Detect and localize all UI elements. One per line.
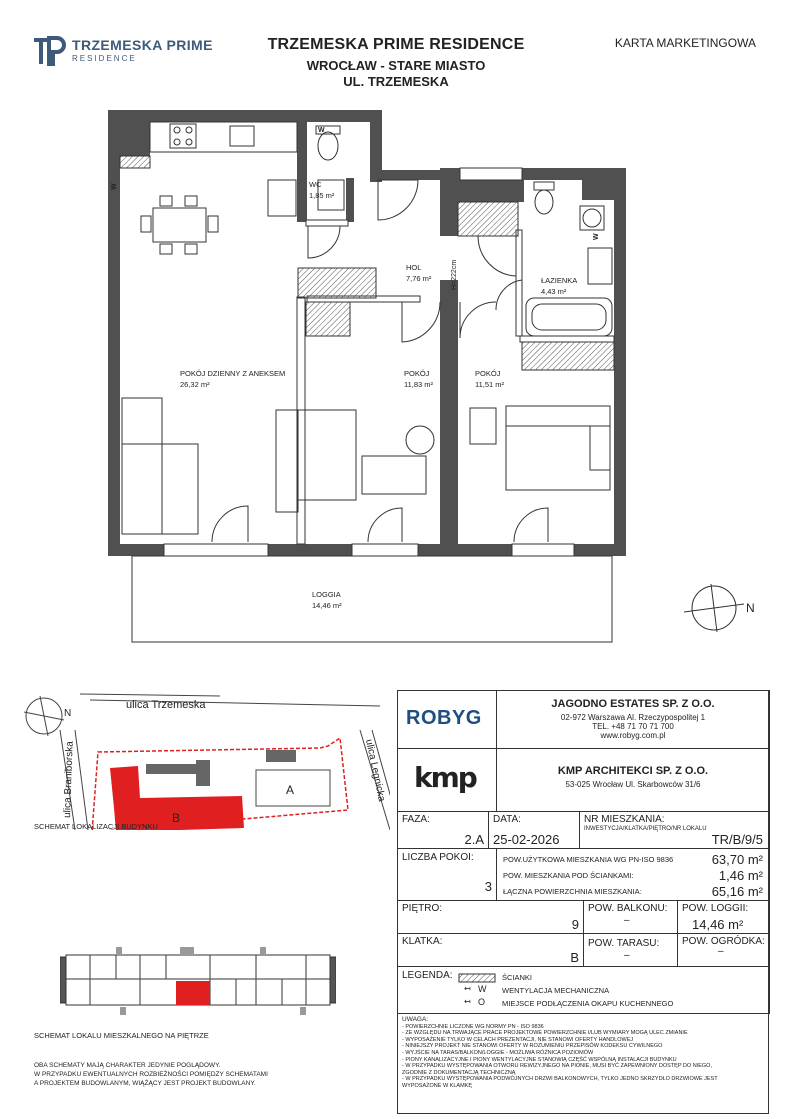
room-pokoj-2: POKÓJ: [475, 369, 501, 378]
building-b: B: [172, 811, 181, 825]
svg-text:W: W: [111, 183, 118, 190]
room-loggia: LOGGIA: [312, 590, 341, 599]
data-cell: DATA: 25-02-2026: [488, 811, 580, 849]
height-label: H=222cm: [451, 259, 458, 290]
svg-text:ulica Trzemeska: ulica Trzemeska: [126, 699, 206, 711]
legend: LEGENDA: ŚCIANKI ↤ W WENTYLACJA MECHANICZNA ↤ O MIEJSCE PODŁĄCZENIA OKAPU KUCHENNEGO: [397, 966, 770, 1014]
room-dzienny: POKÓJ DZIENNY Z ANEKSEM: [180, 369, 286, 378]
room-lazienka-area: 4,43 m²: [541, 287, 567, 296]
room-wc: WC: [309, 180, 322, 189]
hood-legend-icon: ↤: [464, 997, 471, 1006]
architect-cell: KMP ARCHITEKCI SP. Z O.O. 53-025 Wrocław Ul. Skarbowców 31/6: [496, 748, 770, 812]
svg-text:ulica Legnicka: ulica Legnicka: [363, 738, 388, 803]
taras-cell: POW. TARASU: –: [583, 933, 678, 967]
brand-name: TRZEMESKA PRIME: [72, 37, 213, 53]
room-pokoj-1: POKÓJ: [404, 369, 430, 378]
svg-text:ulica Braniborska: ulica Braniborska: [62, 741, 76, 819]
compass-icon: [684, 584, 744, 632]
kmp-logo: kmp: [414, 761, 476, 794]
robyg-logo-cell: [397, 690, 497, 749]
notes: UWAGA: - POWIERZCHNIE LICZONE WG NORMY PN - ISO 9836 - ZE WZGLĘDU NA TRWAJĄCE PRACE PROJEKTOWE POWIERZCHNIE I/LUB WYMIARY MOGĄ ULEC ZMIANIE - WYPOSAŻENIE TYLKO W CELACH PREZENTACJI, NIE STANOWI OFERTY HANDLOWEJ - NINIEJSZY PROJEKT NIE STANOWI OFERTY W ROZUMIENIU PRZEPISÓW KODEKSU CYWILNEGO - WYJŚCIE NA TARAS/BALKON/LOGGIE - MOŻLIWA RÓŻNICA POZIOMÓW - PIONY KANALIZACYJNE I PIONY WENTYLACYJNE STANOWIĄ CZĘŚĆ WSPÓLNĄ INSTALACJI BUDYNKU - W PRZYPADKU WYSTĘPOWANIA OTWORU REWIZYJNEGO NA PIONIE, MUSI BYĆ ZAPEWNIONY DOSTĘP DO NIEGO, ZGODNIE Z DOKUMENTACJĄ TECHNICZNĄ - W PRZYPADKU WYSTĘPOWANIA PODWÓJNYCH DRZWI BALKONOWYCH, TYLKO JEDNO SKRZYDŁO DRZWIOWE JEST WYPOSAŻONE W KLAMKĘ: [402, 1016, 718, 1089]
page-title: TRZEMESKA PRIME RESIDENCE: [267, 36, 525, 53]
hatch-legend-icon: [458, 973, 496, 983]
room-lazienka: ŁAZIENKA: [541, 276, 578, 285]
svg-text:W: W: [318, 127, 325, 134]
city: WROCŁAW - STARE MIASTO: [306, 58, 486, 73]
floor-plan: [0, 95, 792, 690]
brand-sub: RESIDENCE: [72, 54, 137, 63]
room-wc-area: 1,85 m²: [309, 191, 335, 200]
street: UL. TRZEMESKA: [343, 74, 449, 89]
ogrodek-cell: POW. OGRÓDKA: –: [677, 933, 770, 967]
doc-type: KARTA MARKETINGOWA: [614, 36, 756, 50]
room-hol-area: 7,76 m²: [406, 274, 432, 283]
pokoje-cell: LICZBA POKOI: 3: [397, 848, 497, 901]
loggia-cell: POW. LOGGII: 14,46 m²: [677, 900, 770, 934]
svg-text:N: N: [64, 708, 72, 719]
site-plan: [20, 690, 390, 830]
kmp-logo-cell: [397, 748, 497, 812]
svg-text:N: N: [746, 601, 755, 615]
caption-location: SCHEMAT LOKALIZACJI BUDYNKU: [34, 822, 158, 831]
pietro-cell: PIĘTRO: 9: [397, 900, 584, 934]
info-table: [397, 690, 769, 1114]
room-pokoj-2-area: 11,51 m²: [475, 380, 505, 389]
nr-cell: NR MIESZKANIA: INWESTYCJA/KLATKA/PIĘTRO/NR LOKALU TR/B/9/5: [579, 811, 770, 849]
caption-floor: SCHEMAT LOKALU MIESZKALNEGO NA PIĘTRZE: [34, 1031, 209, 1040]
developer-cell: JAGODNO ESTATES SP. Z O.O. 02-972 Warszawa Al. Rzeczypospolitej 1 TEL. +48 71 70 71 700 www.robyg.com.pl: [496, 690, 770, 749]
powierzchnie-cell: POW.UŻYTKOWA MIESZKANIA WG PN-ISO 9836 63,70 m² POW. MIESZKANIA POD ŚCIANKAMI: 1,46 m² ŁĄCZNA POWIERZCHNIA MIESZKANIA: 65,16 m²: [496, 848, 770, 901]
faza-cell: FAZA: 2.A: [397, 811, 489, 849]
balkon-cell: POW. BALKONU: –: [583, 900, 678, 934]
klatka-cell: KLATKA: B: [397, 933, 584, 967]
room-dzienny-area: 26,32 m²: [180, 380, 210, 389]
room-loggia-area: 14,46 m²: [312, 601, 342, 610]
room-pokoj-1-area: 11,83 m²: [404, 380, 434, 389]
vent-legend-icon: ↤: [464, 984, 471, 993]
floor-schematic: [60, 945, 336, 1017]
disclaimer: OBA SCHEMATY MAJĄ CHARAKTER JEDYNIE POGLĄDOWY. W PRZYPADKU EWENTUALNYCH ROZBIEŻNOŚCI POMIĘDZY SCHEMATAMI A PROJEKTEM BUDOWLANYM, WIĄŻĄCY JEST PROJEKT BUDOWLANY.: [34, 1062, 268, 1087]
robyg-logo: ROBYG: [406, 707, 482, 729]
building-a: A: [286, 783, 295, 797]
room-hol: HOL: [406, 263, 422, 272]
svg-text:W: W: [593, 233, 600, 240]
